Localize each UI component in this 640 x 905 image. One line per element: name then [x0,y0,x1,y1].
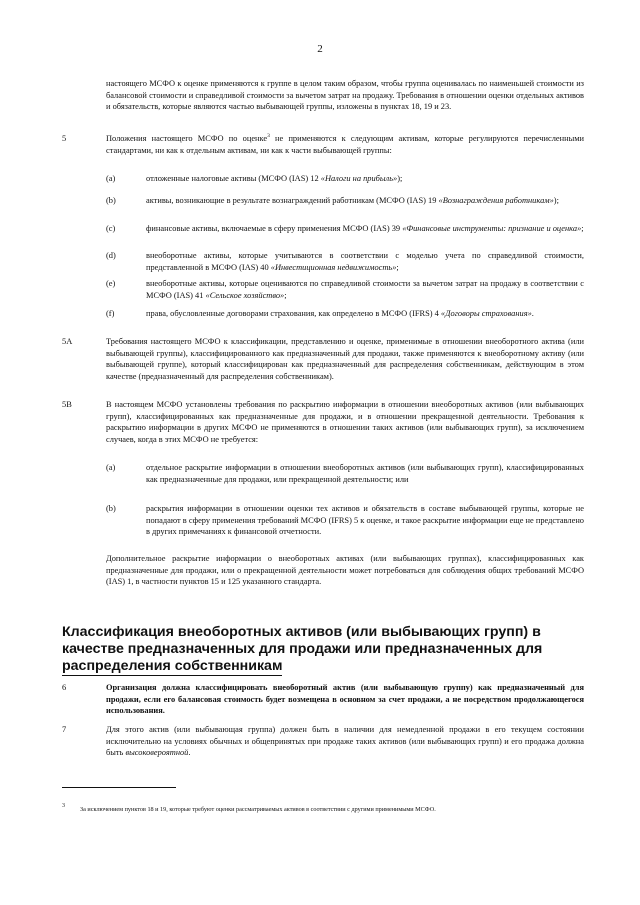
heading-line: качестве предназначенных для продажи или предназначенных для [62,640,543,657]
paragraph-number: 5 [62,134,67,143]
section-heading [62,624,582,676]
paragraph-number: 7 [62,725,67,734]
list-label: (e) [106,279,116,288]
footnote-divider [62,787,176,788]
list-label: (b) [106,504,116,513]
list-item: активы, возникающие в результате вознаграждений работникам (МСФО (IAS) 19 «Вознаграждения работникам»); [146,196,559,205]
footnote-mark: 3 [62,803,65,809]
list-label: (d) [106,251,116,260]
list-label: (b) [106,196,116,205]
paragraph-5a-text: Требования настоящего МСФО к классификации, представлению и оценке, применимые в отношении внеоборотного актива (или выбывающей группы), классифицированного как предназначенный для продажи, также применяются к внеоборотному активу (или выбывающей группе), который классифицирован как предназначенный для распределения собственникам, действующим в этом качестве (предназначенный для распределения собственникам). [106,337,584,381]
footnote-text: За исключением пунктов 18 и 19, которые требуют оценки рассматриваемых активов в соответствии с другими применимыми МСФО. [80,806,436,813]
list-item: внеоборотные активы, которые оцениваются по справедливой стоимости за вычетом затрат на продажу в соответствии с МСФО (IAS) 41 «Сельское хозяйство»; [146,279,584,300]
paragraph-number: 5B [62,400,72,409]
list-item: внеоборотные активы, которые учитываются в соответствии с моделью учета по справедливой стоимости, представленной в МСФО (IAS) 40 «Инвестиционная недвижимость»; [146,251,584,272]
list-label: (f) [106,309,115,318]
heading-line: Классификация внеоборотных активов (или выбывающих групп) в [62,624,541,640]
paragraph-number: 5A [62,337,73,346]
list-item: отложенные налоговые активы (МСФО (IAS) 12 «Налоги на прибыль»); [146,174,403,183]
list-item: права, обусловленные договорами страхования, как определено в МСФО (IFRS) 4 «Договоры страхования». [146,309,534,318]
list-item: раскрытия информации в отношении оценки тех активов и обязательств в составе выбывающей группы, которые не попадают в сферу применения требований МСФО (IFRS) 5 к оценке, и такое раскрытие информации еще не представлено в других примечаниях к финансовой отчетности. [146,504,584,537]
paragraph-6-text: Организация должна классифицировать внеоборотный актив (или выбывающую группу) как предназначенный для продажи, если его балансовая стоимость будет возмещена в основном за счет продажи, а не посредством продолжающегося использования. [106,683,584,716]
list-item: финансовые активы, включаемые в сферу применения МСФО (IAS) 39 «Финансовые инструменты: признание и оценка»; [146,224,584,233]
page-number: 2 [317,43,323,55]
paragraph-number: 6 [62,683,67,692]
heading-line: распределения собственникам [62,658,282,677]
list-item: отдельное раскрытие информации в отношении внеоборотных активов (или выбывающих групп), классифицированных как предназначенные для продажи, или прекращенной деятельности; или [146,463,584,484]
paragraph-5b-closing: Дополнительное раскрытие информации о внеоборотных активах (или выбывающих группах), классифицированных как предназначенные для продажи, или о прекращенной деятельности может потребоваться для соблюдения общих требований МСФО (IAS) 1, в частности пунктов 15 и 125 указанного стандарта. [106,554,584,587]
paragraph-5b-text: В настоящем МСФО установлены требования по раскрытию информации в отношении внеоборотных активов (или выбывающих групп), классифицированных как предназначенные для продажи, и в отношении прекращенной деятельности. Требования к раскрытию информации в других МСФО не применяются в отношении таких активов (или выбывающих групп), за исключением случаев, когда в этих МСФО не требуется: [106,400,584,444]
list-label: (c) [106,224,116,233]
footnote-reference: 3 [267,133,270,140]
list-label: (a) [106,463,116,472]
list-label: (a) [106,174,116,183]
paragraph-7-text: Для этого актив (или выбывающая группа) должен быть в наличии для немедленной продажи в его текущем состоянии исключительно на условиях обычных и общепринятых при продаже таких активов (или выбывающих групп) и его продажа должна быть высоковероятной. [106,725,584,758]
intro-paragraph: настоящего МСФО к оценке применяются к группе в целом таким образом, чтобы группа оценивалась по наименьшей стоимости из балансовой стоимости и справедливой стоимости за вычетом затрат на продажу. Требования в отношении оценки отдельных активов и обязательств, которые являются частью выбывающей группы, изложены в пунктах 18, 19 и 23. [106,79,584,112]
paragraph-5-text: Положения настоящего МСФО по оценке$^3$ не применяются к следующим активам, которые регулируются перечисленными стандартами, ни как к отдельным активам, ни как к части выбывающей группы: [106,133,584,155]
